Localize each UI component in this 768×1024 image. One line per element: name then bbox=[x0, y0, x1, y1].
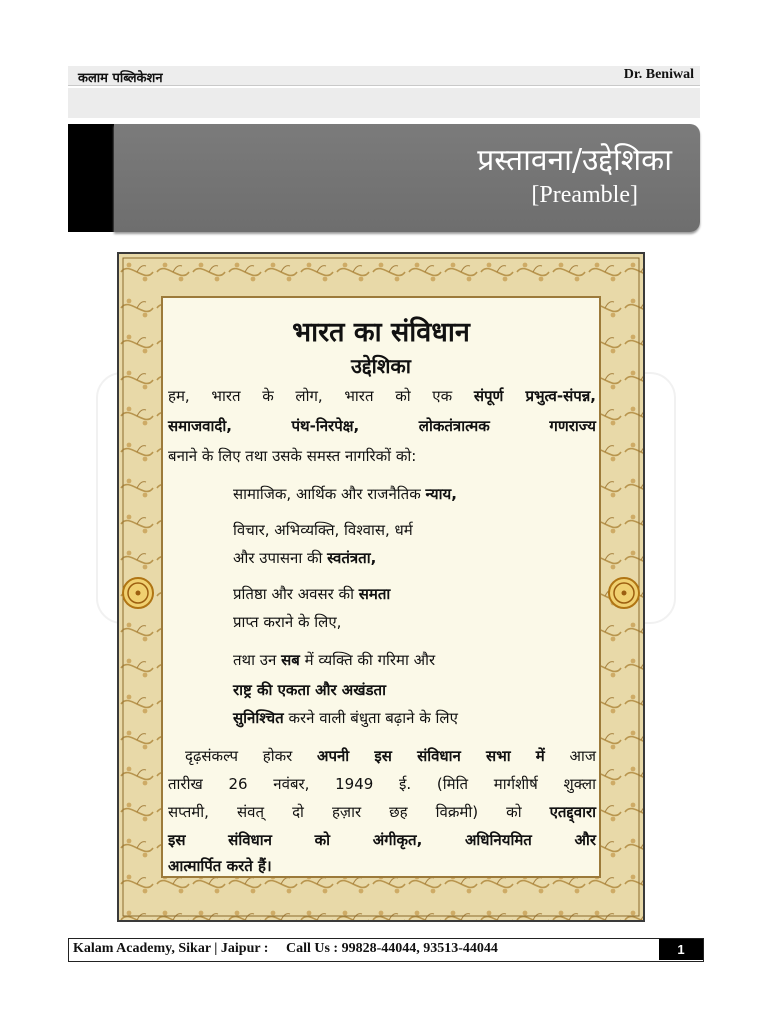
resolve-line-5: आत्मार्पित करते हैं। bbox=[168, 857, 272, 875]
fraternity-line-2: राष्ट्र की एकता और अखंडता bbox=[233, 681, 386, 699]
preamble-subheading: उद्देशिका bbox=[351, 354, 411, 378]
resolve-line-2: तारीख 26 नवंबर, 1949 ई. (मिति मार्गशीर्ष शुक्ला bbox=[168, 775, 596, 793]
author-name: Dr. Beniwal bbox=[623, 67, 694, 82]
ashoka-chakra-right-icon bbox=[609, 578, 639, 608]
footer-contact: Kalam Academy, Sikar | Jaipur : Call Us : 99828-44044, 93513-44044 bbox=[73, 941, 498, 956]
title-panel bbox=[114, 124, 700, 232]
fraternity-line-3: सुनिश्चित करने वाली बंधुता बढ़ाने के लिए bbox=[233, 709, 458, 727]
liberty-line-1: विचार, अभिव्यक्ति, विश्वास, धर्म bbox=[233, 521, 413, 539]
page-footer bbox=[68, 938, 704, 962]
liberty-line-2: और उपासना की स्वतंत्रता, bbox=[233, 549, 377, 567]
resolve-line-3: सप्तमी, संवत् दो हज़ार छह विक्रमी) को एतद्द्वारा bbox=[168, 803, 596, 821]
justice-line: सामाजिक, आर्थिक और राजनैतिक न्याय, bbox=[233, 485, 457, 503]
intro-line-2: समाजवादी, पंथ-निरपेक्ष, लोकतंत्रात्मक गणराज्य bbox=[168, 417, 596, 435]
resolve-line-4: इस संविधान को अंगीकृत, अधिनियमित और bbox=[168, 831, 596, 849]
preamble-frame bbox=[117, 252, 645, 922]
equality-line-2: प्राप्त कराने के लिए, bbox=[233, 613, 342, 631]
chapter-title-hindi: प्रस्तावना/उद्देशिका bbox=[477, 143, 672, 178]
page-number: 1 bbox=[659, 939, 703, 960]
title-side-bar bbox=[68, 124, 114, 232]
intro-line-3: बनाने के लिए तथा उसके समस्त नागरिकों को: bbox=[168, 447, 417, 465]
preamble-heading: भारत का संविधान bbox=[292, 317, 470, 348]
resolve-line-1: दृढ़संकल्प होकर अपनी इस संविधान सभा में आज bbox=[185, 747, 596, 765]
equality-line-1: प्रतिष्ठा और अवसर की समता bbox=[233, 585, 391, 603]
preamble-text-panel bbox=[161, 296, 601, 878]
fraternity-line-1: तथा उन सब में व्यक्ति की गरिमा और bbox=[233, 651, 436, 669]
chapter-title-english: [Preamble] bbox=[531, 182, 638, 208]
ashoka-chakra-left-icon bbox=[123, 578, 153, 608]
page-header bbox=[68, 66, 700, 86]
chapter-title-block bbox=[68, 124, 700, 232]
publisher-name: कलाम पब्लिकेशन bbox=[78, 71, 163, 86]
header-band bbox=[68, 88, 700, 118]
intro-line-1: हम, भारत के लोग, भारत को एक संपूर्ण प्रभुत्व-संपन्न, bbox=[168, 387, 596, 405]
